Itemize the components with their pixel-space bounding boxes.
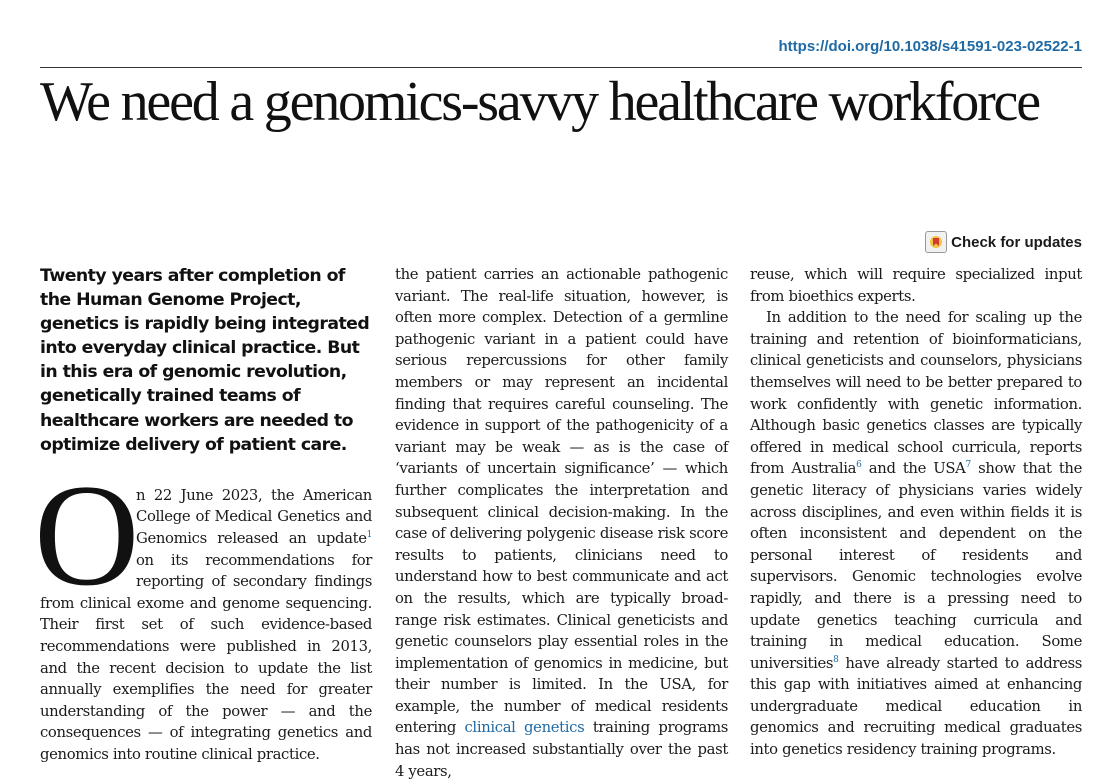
column-2	[395, 264, 728, 782]
clinical-genetics-link[interactable]: clinical genetics	[464, 719, 585, 737]
reference-1[interactable]: 1	[366, 530, 372, 541]
article-title: We need a genomics-savvy healthcare workforce	[40, 71, 1039, 133]
lead-paragraph	[34, 453, 372, 766]
paragraph-2	[750, 307, 1082, 760]
header-rule	[40, 67, 1082, 68]
lead-text: n 22 June 2023, the American College of Medical Genetics and Genomics released an update	[136, 486, 372, 547]
reference-7[interactable]: 7	[965, 460, 971, 471]
text-before-link: the patient carries an actionable pathogenic variant. The real-life situation, however, is often more complex. Detection of a germline pathogenic variant in a patient could have serious repercussions for other family members or may represent an incidental finding that requires careful counseling. The evidence in support of the pathogenicity of a variant may be weak — as is the case of ‘variants of uncertain significance’ — which further complicates the interpretation and subsequent clinical decision-making. In the case of delivering polygenic disease risk score results to patients, clinicians need to understand how to best communicate and act on the results, which are typically broad-range risk estimates. Clinical geneticists and genetic counselors play essential roles in the implementation of genomics in medicine, but their number is limited. In the USA, for example, the number of medical residents entering	[395, 266, 728, 737]
paragraph-1: reuse, which will require specialized input from bioethics experts.	[750, 266, 1082, 305]
check-updates-label: Check for updates	[951, 233, 1082, 251]
doi-link[interactable]: https://doi.org/10.1038/s41591-023-02522-1	[778, 38, 1082, 55]
column-3	[750, 264, 1082, 761]
reference-8[interactable]: 8	[833, 654, 839, 665]
reference-6[interactable]: 6	[856, 460, 862, 471]
paragraph-2-text-d: have already started to address this gap with initiatives aimed at enhancing undergraduate medical education in genomics and recruiting medical graduates into genetics residency training programs.	[750, 654, 1082, 759]
paragraph-2-text-b: and the USA	[861, 460, 966, 478]
drop-cap: O	[34, 453, 140, 616]
standfirst: Twenty years after completion of the Human Genome Project, genetics is rapidly being integrated into everyday clinical practice. But in this era of genomic revolution, genetically trained teams of healthcare workers are needed to optimize delivery of patient care.	[40, 266, 370, 455]
check-for-updates-button[interactable]	[925, 230, 1082, 254]
paragraph	[395, 264, 728, 782]
check-updates-icon	[925, 231, 947, 253]
lead-text-rest: on its recommendations for reporting of secondary findings from clinical exome and genome sequencing. Their first set of such evidence-based recommendations were published in 2013, and the recent decision to update the list annually exemplifies the need for greater understanding of the power — and the consequences — of integrating genetics and genomics into routine clinical practice.	[40, 551, 372, 763]
column-1	[34, 264, 372, 765]
paragraph-2-text-a: In addition to the need for scaling up the training and retention of bioinformaticians, clinical geneticists and counselors, physicians themselves will need to be better prepared to work confidently with genetic information. Although basic genetics classes are typically offered in medical school curricula, reports from Australia	[750, 309, 1082, 478]
paragraph-2-text-c: show that the genetic literacy of physicians varies widely across disciplines, and even within fields it is often inconsistent and dependent on the personal interest of residents and supervisors. Genomic technologies evolve rapidly, and there is a pressing need to update genetics teaching curricula and training in medical education. Some universities	[750, 460, 1083, 672]
text-after-link: training programs has not increased substantially over the past 4 years,	[395, 719, 728, 780]
